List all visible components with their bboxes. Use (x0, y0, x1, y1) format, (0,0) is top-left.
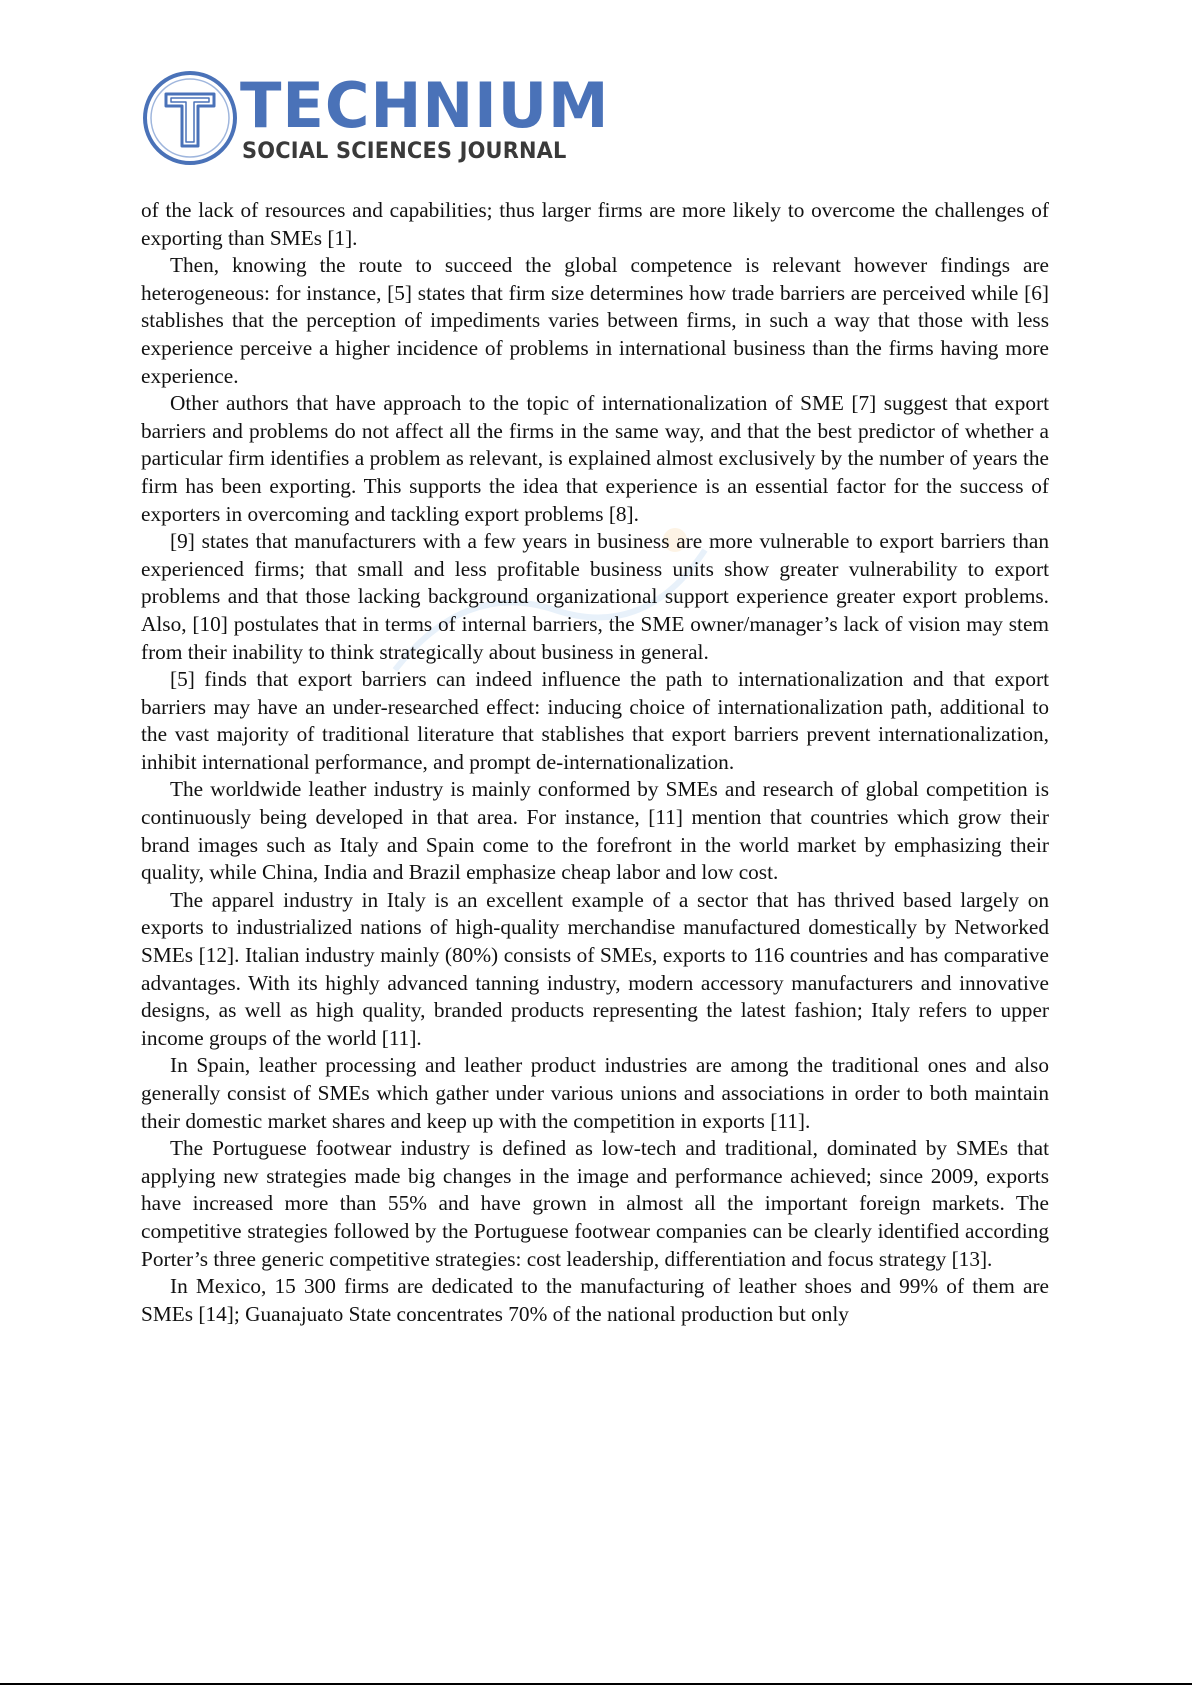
journal-name: TECHNIUM (240, 69, 610, 142)
article-body (141, 197, 1049, 1328)
technium-t-logo-icon (142, 70, 238, 166)
paragraph: The Portuguese footwear industry is defined as low-tech and traditional, dominated by SMEs that applying new strategies made big changes in the image and performance achieved; since 2009, exports have increased more than 55% and have grown in almost all the important foreign markets. The competitive strategies followed by the Portuguese footwear companies can be clearly identified according Porter’s three generic competitive strategies: cost leadership, differentiation and focus strategy [13]. (141, 1136, 1049, 1271)
paragraph: Other authors that have approach to the topic of internationalization of SME [7] suggest that export barriers and problems do not affect all the firms in the same way, and that the best predictor of whether a particular firm identifies a problem as relevant, is explained almost exclusively by the number of years the firm has been exporting. This supports the idea that experience is an essential factor for the success of exporters in overcoming and tackling export problems [8]. (141, 391, 1049, 526)
paragraph: In Mexico, 15 300 firms are dedicated to the manufacturing of leather shoes and 99% of them are SMEs [14]; Guanajuato State concentrates 70% of the national production but only (141, 1274, 1049, 1326)
journal-logo (142, 69, 610, 170)
paragraph: Then, knowing the route to succeed the global competence is relevant however findings are heterogeneous: for instance, [5] states that firm size determines how trade barriers are perceived while [6] stablishes that the perception of impediments varies between firms, in such a way that those with less experience perceive a higher incidence of problems in international business than the firms having more experience. (141, 253, 1049, 388)
paragraph: The worldwide leather industry is mainly conformed by SMEs and research of global competition is continuously being developed in that area. For instance, [11] mention that countries which grow their brand images such as Italy and Spain come to the forefront in the world market by emphasizing their quality, while China, India and Brazil emphasize cheap labor and low cost. (141, 777, 1049, 885)
paragraph: [5] finds that export barriers can indeed influence the path to internationalization and that export barriers may have an under-researched effect: inducing choice of internationalization path, additional to the vast majority of traditional literature that stablishes that export barriers prevent internationalization, inhibit international performance, and prompt de-internationalization. (141, 667, 1049, 774)
journal-subtitle: SOCIAL SCIENCES JOURNAL (242, 139, 567, 164)
paragraph: [9] states that manufacturers with a few years in business are more vulnerable to export barriers than experienced firms; that small and less profitable business units show greater vulnerability to export problems and that those lacking background organizational support experience greater export problems. Also, [10] postulates that in terms of internal barriers, the SME owner/manager’s lack of vision may stem from their inability to think strategically about business in general. (141, 529, 1049, 664)
paragraph: In Spain, leather processing and leather product industries are among the traditional ones and also generally consist of SMEs which gather under various unions and associations in order to both maintain their domestic market shares and keep up with the competition in exports [11]. (141, 1053, 1049, 1133)
paragraph-continued: of the lack of resources and capabilities; thus larger firms are more likely to overcome the challenges of exporting than SMEs [1]. (141, 198, 1049, 250)
paragraph: The apparel industry in Italy is an excellent example of a sector that has thrived based largely on exports to industrialized nations of high-quality merchandise manufactured domestically by Networked SMEs [12]. Italian industry mainly (80%) consists of SMEs, exports to 116 countries and has comparative advantages. With its highly advanced tanning industry, modern accessory manufacturers and innovative designs, as well as high quality, branded products representing the latest fashion; Italy refers to upper income groups of the world [11]. (141, 887, 1049, 1050)
